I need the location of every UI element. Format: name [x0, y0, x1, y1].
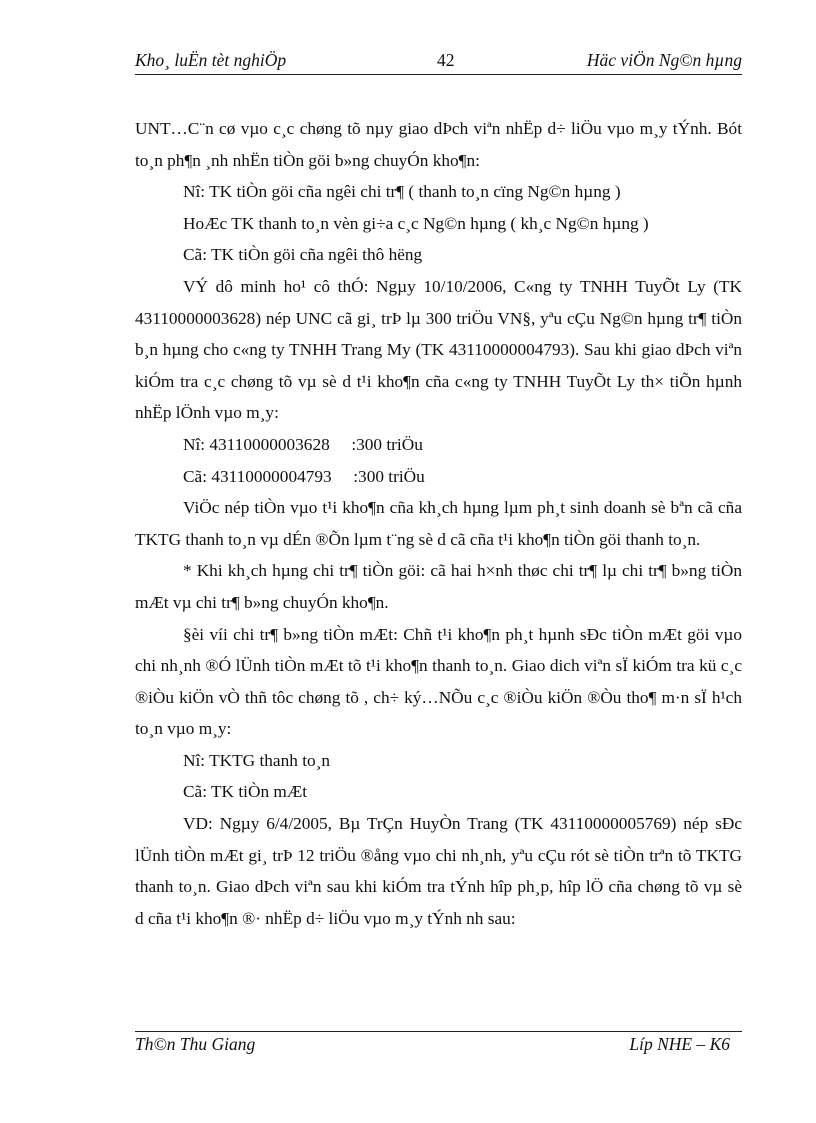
- paragraph: UNT…C¨n cø vµo c¸c chøng tõ nµy giao dÞch viªn nhËp d÷ liÖu vµo m¸y tÝnh. Bót to¸n ph¶n ¸nh nhËn tiÒn göi b»ng chuyÓn kho¶n:: [135, 119, 742, 170]
- accounting-entry-debit: Nî: 43110000003628 :300 triÖu: [183, 434, 423, 454]
- paragraph: §èi víi chi tr¶ b»ng tiÒn mÆt: Chñ t¹i kho¶n ph¸t hµnh sÐc tiÒn mÆt göi vµo chi nh¸nh ®Ó lÜnh tiÒn mÆt tõ t¹i kho¶n thanh to¸n. Giao dich viªn sÏ kiÓm tra kü c¸c ®iÒu kiÖn vÒ thñ tôc chøng tõ , ch÷ ký…NÕu c¸c ®iÒu kiÖn ®Òu tho¶ m·n sÏ h¹ch to¸n vµo m¸y:: [135, 624, 742, 739]
- accounting-entry-alternative: HoÆc TK thanh to¸n vèn gi÷a c¸c Ng©n hµng ( kh¸c Ng©n hµng ): [183, 213, 649, 233]
- body-text: [135, 113, 742, 934]
- page-number: 42: [437, 50, 455, 70]
- footer-class: Líp NHE – K6: [629, 1034, 730, 1054]
- page-footer: [135, 1031, 742, 1060]
- header-thesis-title: Kho¸ luËn tèt nghiÖp: [135, 50, 287, 70]
- accounting-entry-credit: Cã: 43110000004793 :300 triÖu: [183, 466, 425, 486]
- accounting-entry-debit: Nî: TK tiÒn göi cña ngêi chi tr¶ ( thanh to¸n cïng Ng©n hµng ): [183, 182, 621, 202]
- accounting-entry-debit: Nî: TKTG thanh to¸n: [183, 750, 331, 770]
- accounting-entry-credit: Cã: TK tiÒn göi cña ngêi thô hëng: [183, 245, 423, 265]
- paragraph: * Khi kh¸ch hµng chi tr¶ tiÒn göi: cã hai h×nh thøc chi tr¶ lµ chi tr¶ b»ng tiÒn mÆt vµ chi tr¶ b»ng chuyÓn kho¶n.: [135, 561, 742, 612]
- accounting-entry-credit: Cã: TK tiÒn mÆt: [183, 782, 308, 802]
- page-header: [135, 48, 742, 75]
- footer-author: Th©n Thu Giang: [135, 1034, 256, 1054]
- header-institution: Häc viÖn Ng©n hµng: [586, 50, 742, 70]
- paragraph: VÝ dô minh ho¹ cô thÓ: Ngµy 10/10/2006, C«ng ty TNHH TuyÕt Ly (TK 43110000003628) nép UNC cã gi¸ trÞ lµ 300 triÖu VN§, yªu cÇu Ng©n hµng tr¶ tiÒn b¸n hµng cho c«ng ty TNHH Trang My (TK 43110000004793). Sau khi giao dÞch viªn kiÓm tra c¸c chøng tõ vµ sè d t¹i kho¶n cña c«ng ty TNHH TuyÕt Ly th× tiÕn hµnh nhËp lÖnh vµo m¸y:: [135, 276, 742, 423]
- paragraph: VD: Ngµy 6/4/2005, Bµ TrÇn HuyÒn Trang (TK 43110000005769) nép sÐc lÜnh tiÒn mÆt gi¸ trÞ 12 triÖu ®ång vµo chi nh¸nh, yªu cÇu rót sè tiÒn trªn tõ TKTG thanh to¸n. Giao dÞch viªn sau khi kiÓm tra tÝnh hîp ph¸p, hîp lÖ cña chøng tõ vµ sè d cña t¹i kho¶n ®· nhËp d÷ liÖu vµo m¸y tÝnh nh sau:: [135, 814, 742, 928]
- paragraph: ViÖc nép tiÒn vµo t¹i kho¶n cña kh¸ch hµng lµm ph¸t sinh doanh sè bªn cã cña TKTG thanh to¸n vµ dÉn ®Õn lµm t¨ng sè d cã cña t¹i kho¶n tiÒn göi thanh to¸n.: [135, 498, 742, 549]
